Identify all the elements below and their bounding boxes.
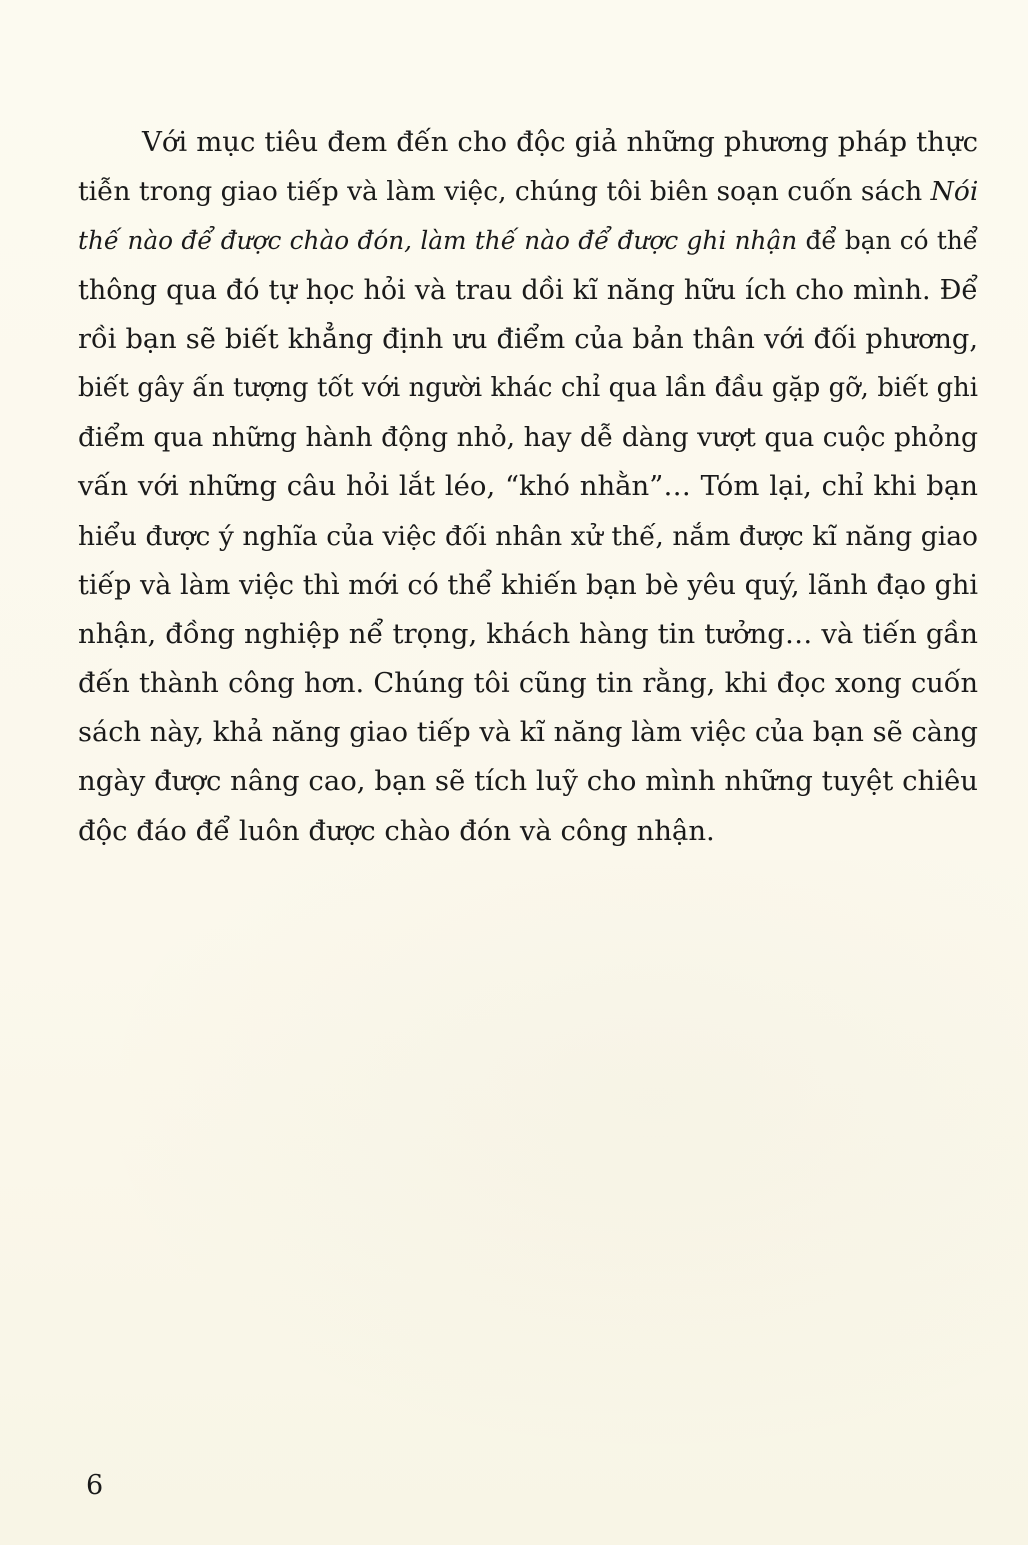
book-title-part-2: thế nào để được chào đón, làm thế nào để được ghi nhận bbox=[78, 226, 798, 256]
page-number: 6 bbox=[86, 1470, 104, 1501]
text-line-2 bbox=[78, 167, 978, 216]
text-line-6: biết gây ấn tượng tốt với người khác chỉ qua lần đầu gặp gỡ, biết ghi bbox=[78, 372, 978, 403]
show-through-shading bbox=[90, 860, 1028, 1460]
text-line-2-regular: tiễn trong giao tiếp và làm việc, chúng tôi biên soạn cuốn sách bbox=[78, 176, 923, 208]
text-line-3 bbox=[78, 216, 978, 265]
text-line-15: độc đáo để luôn được chào đón và công nhận. bbox=[78, 814, 715, 847]
text-line-12: đến thành công hơn. Chúng tôi cũng tin rằng, khi đọc xong cuốn bbox=[78, 668, 978, 700]
text-line-1: Với mục tiêu đem đến cho độc giả những phương pháp thực bbox=[142, 126, 978, 158]
text-line-8: vấn với những câu hỏi lắt léo, “khó nhằn”… Tóm lại, chỉ khi bạn bbox=[78, 470, 978, 503]
text-line-10: tiếp và làm việc thì mới có thể khiến bạn bè yêu quý, lãnh đạo ghi bbox=[78, 569, 978, 601]
text-line-9: hiểu được ý nghĩa của việc đối nhân xử thế, nắm được kĩ năng giao bbox=[78, 520, 978, 552]
text-line-14: ngày được nâng cao, bạn sẽ tích luỹ cho mình những tuyệt chiêu bbox=[78, 765, 978, 798]
body-paragraph bbox=[78, 118, 978, 856]
book-title-part-1: Nói bbox=[930, 176, 979, 208]
text-line-11: nhận, đồng nghiệp nể trọng, khách hàng tin tưởng… và tiến gần bbox=[78, 617, 978, 650]
text-line-13: sách này, khả năng giao tiếp và kĩ năng làm việc của bạn sẽ càng bbox=[78, 717, 978, 749]
text-line-3-regular: để bạn có thể bbox=[805, 226, 979, 256]
text-line-5: rồi bạn sẽ biết khẳng định ưu điểm của bản thân với đối phương, bbox=[78, 323, 978, 355]
text-line-4: thông qua đó tự học hỏi và trau dồi kĩ năng hữu ích cho mình. Để bbox=[78, 274, 978, 306]
text-line-7: điểm qua những hành động nhỏ, hay dễ dàng vượt qua cuộc phỏng bbox=[78, 422, 978, 454]
